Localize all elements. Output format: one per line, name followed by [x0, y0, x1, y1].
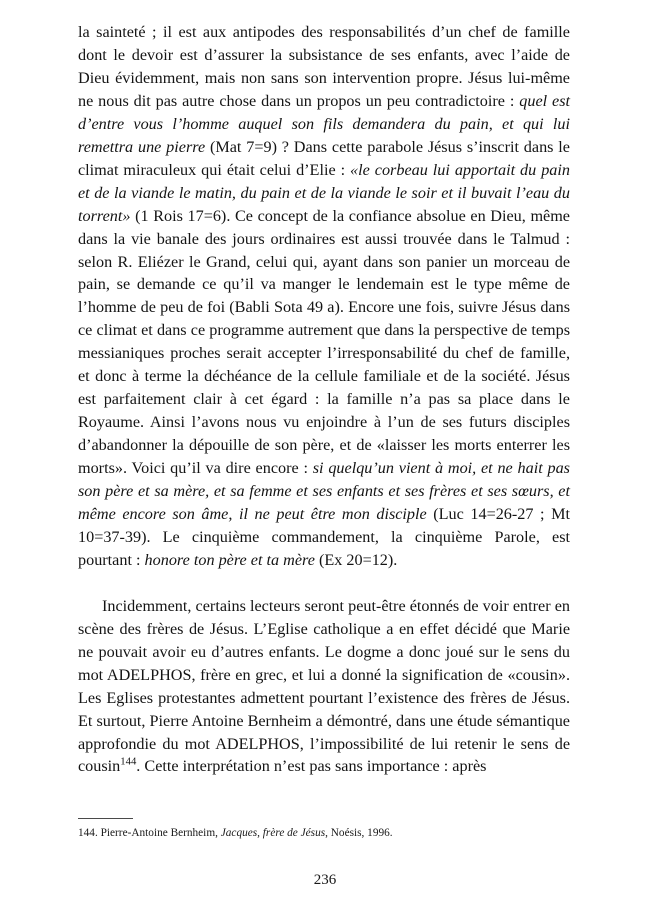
- body-text-column: [78, 21, 570, 778]
- footnote-reference-marker: 144: [120, 756, 137, 769]
- footnote-publisher: , Noésis, 1996.: [325, 827, 393, 839]
- paragraph-incidemment: Incidemment, certains lecteurs seront peut-être étonnés de voir entrer en scène des frères de Jésus. L’Eglise catholique a en effet décidé que Marie ne pouvait avoir eu d’autres enfants. Le dogme a donc joué sur le sens du mot ADELPHOS, frère en grec, et lui a donné la signification de «cousin». Les Eglises protestantes admettent pourtant l’existence des frères de Jésus. Et surtout, Pierre Antoine Bernheim a démontré, dans une étude sémantique approfondie du mot ADELPHOS, l’impossibilité de lui retenir le sens de cousin$^{144}$. Cette interprétation n’est pas sans importance : après: [78, 596, 570, 776]
- footnote-marker: 144.: [78, 827, 98, 839]
- footnote-title: Jacques, frère de Jésus: [220, 827, 326, 839]
- footnote-separator-rule: [78, 818, 133, 819]
- page-number: 236: [313, 872, 337, 888]
- paragraph-continuation: la sainteté ; il est aux antipodes des responsabilités d’un chef de famille dont le devoir est d’assurer la subsistance de ses enfants, avec l’aide de Dieu évidemment, mais non sans son intervention propre. Jésus lui-même ne nous dit pas autre chose dans un propos un peu contradictoire : quel est d’entre vous l’homme auquel son fils demandera du pain, et qui lui remettra une pierre (Mat 7=9) ? Dans cette parabole Jésus s’inscrit dans le climat miraculeux qui était celui d’Elie : «le corbeau lui apportait du pain et de la viande le matin, du pain et de la viande le soir et il buvait l’eau du torrent» (1 Rois 17=6). Ce concept de la confiance absolue en Dieu, même dans la vie banale des jours ordinaires est aussi trouvée dans le Talmud : selon R. Eliézer le Grand, celui qui, ayant dans son panier un morceau de pain, se demande ce qu’il va manger le lendemain est le type même de l’homme de peu de foi (Babli Sota 49 a). Encore une fois, suivre Jésus dans ce climat et dans ce programme autrement que dans la perspective de temps messianiques proches serait accepter l’irresponsabilité du chef de famille, et donc à terme la déchéance de la cellule familiale et de la société. Jésus est parfaitement clair à cet égard : la famille n’a pas sa place dans le Royaume. Ainsi l’avons nous vu enjoindre à l’un de ses futurs disciples d’abandonner la dépouille de son père, et de «laisser les morts enterrer les morts». Voici qu’il va dire encore : si quelqu’un vient à moi, et ne hait pas son père et sa mère, et sa femme et ses enfants et ses frères et ses sœurs, et même encore son âme, il ne peut être mon disciple (Luc 14=26-27 ; Mt 10=37-39). Le cinquième commandement, la cinquième Parole, est pourtant : honore ton père et ta mère (Ex 20=12).: [78, 23, 570, 569]
- footnote-block: [78, 818, 570, 840]
- footnote-144: [78, 826, 570, 840]
- footnote-author: Pierre-Antoine Bernheim,: [100, 827, 218, 839]
